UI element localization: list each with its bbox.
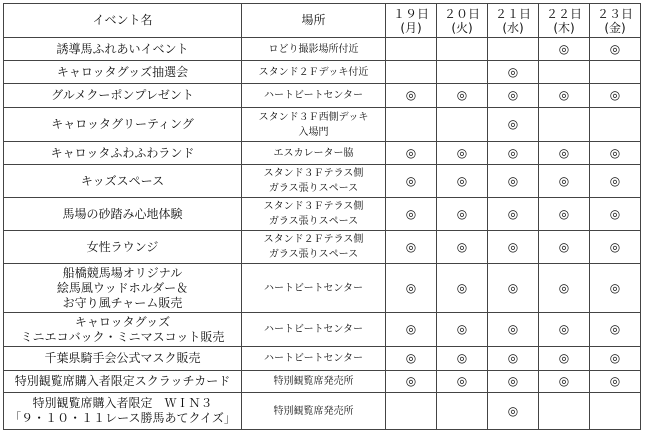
double-circle-mark: ◎ [609,374,621,388]
day-cell [590,393,641,430]
day-cell [488,108,539,142]
double-circle-mark: ◎ [609,280,621,295]
double-circle-mark: ◎ [609,173,621,188]
event-name-line: キャロッタグッズ [74,314,171,329]
day-cell [590,84,641,108]
header-day [386,4,437,38]
double-circle-mark: ◎ [558,351,570,365]
header-day-date: ２３日 [596,6,633,21]
place-line: ガラス張りスペース [268,183,359,194]
place-line: ハートビートセンター [264,90,363,101]
event-name-line: お守り風チャーム販売 [62,295,183,310]
day-cell [386,313,437,347]
header-day-date: ２１日 [494,6,531,21]
double-circle-mark: ◎ [558,173,570,188]
day-cell [488,393,539,430]
place-line: 入場門 [298,126,329,138]
place-cell [242,371,386,393]
event-name-line: キャロッタグリーティング [51,117,194,131]
day-cell [386,371,437,393]
place-cell [242,61,386,84]
day-cell [539,393,590,430]
header-day-weekday: (火) [451,20,473,35]
day-cell [437,142,488,165]
day-cell [386,393,437,430]
day-cell [386,198,437,231]
place-line: ロどり撮影場所付近 [268,43,359,55]
double-circle-mark: ◎ [507,403,519,418]
day-cell [437,38,488,61]
table-row [4,84,641,108]
double-circle-mark: ◎ [456,145,468,160]
day-cell [386,38,437,61]
day-cell [488,313,539,347]
day-cell [539,61,590,84]
schedule-body [4,38,641,430]
event-name-cell [4,165,242,198]
event-name-cell [4,264,242,313]
double-circle-mark: ◎ [456,206,468,221]
place-line: スタンド２Ｆデッキ付近 [258,66,369,78]
place-cell [242,108,386,142]
day-cell [539,313,590,347]
double-circle-mark: ◎ [558,280,570,295]
place-cell [242,313,386,347]
event-name-line: 特別観覧席購入者限定スクラッチカード [14,374,231,388]
day-cell [437,347,488,371]
double-circle-mark: ◎ [558,322,570,336]
event-name-line: ミニエコバック・ミニマスコット販売 [20,329,225,344]
double-circle-mark: ◎ [507,145,519,160]
place-cell [242,198,386,231]
place-line: スタンド３Ｆテラス側 [263,168,364,179]
day-cell [437,198,488,231]
day-cell [539,347,590,371]
day-cell [590,108,641,142]
table-row [4,198,641,231]
event-name-line: キャロッタグッズ抽選会 [56,64,189,79]
table-row [4,142,641,165]
table-row [4,347,641,371]
place-line: ハートビートセンター [264,353,363,364]
place-cell [242,38,386,61]
event-name-line: グルメクーポンプレゼント [51,88,194,102]
day-cell [437,231,488,264]
double-circle-mark: ◎ [609,239,621,254]
table-row [4,61,641,84]
table-row [4,393,641,430]
place-cell [242,165,386,198]
event-name-line: 絵馬風ウッドホルダー＆ [56,280,189,295]
double-circle-mark: ◎ [558,374,570,388]
event-name-line: 「９・１０・１１レース勝馬あてクイズ」 [9,411,236,425]
event-name-line: 馬場の砂踏み心地体験 [62,206,183,221]
double-circle-mark: ◎ [507,64,519,79]
event-name-cell [4,38,242,61]
day-cell [590,165,641,198]
day-cell [488,38,539,61]
event-name-line: 船橋競馬場オリジナル [62,265,183,280]
day-cell [386,84,437,108]
place-cell [242,84,386,108]
header-day-date: ２２日 [545,6,582,21]
day-cell [590,231,641,264]
event-name-cell [4,108,242,142]
double-circle-mark: ◎ [456,88,468,102]
place-line: ガラス張りスペース [268,249,359,260]
header-day-weekday: (金) [604,20,626,35]
day-cell [488,198,539,231]
double-circle-mark: ◎ [609,88,621,102]
place-line: ハートビートセンター [264,324,363,335]
day-cell [488,84,539,108]
double-circle-mark: ◎ [405,322,417,336]
place-cell [242,393,386,430]
event-name-cell [4,84,242,108]
table-row [4,38,641,61]
double-circle-mark: ◎ [558,88,570,102]
double-circle-mark: ◎ [507,351,519,365]
day-cell [539,38,590,61]
table-row [4,108,641,142]
table-row [4,231,641,264]
day-cell [539,142,590,165]
header-day [590,4,641,38]
double-circle-mark: ◎ [405,351,417,365]
place-line: 特別観覧席発売所 [273,405,354,417]
event-name-cell [4,198,242,231]
double-circle-mark: ◎ [507,374,519,388]
place-line: ハートビートセンター [264,282,363,294]
event-name-cell [4,61,242,84]
day-cell [539,165,590,198]
day-cell [539,108,590,142]
header-day-weekday: (月) [400,20,422,35]
header-place: 場所 [242,4,386,38]
event-name-cell [4,393,242,430]
day-cell [539,231,590,264]
double-circle-mark: ◎ [507,280,519,295]
double-circle-mark: ◎ [507,322,519,336]
double-circle-mark: ◎ [507,117,519,131]
double-circle-mark: ◎ [405,374,417,388]
place-line: スタンド２Ｆテラス側 [263,234,364,245]
event-name-cell [4,142,242,165]
day-cell [437,84,488,108]
double-circle-mark: ◎ [405,206,417,221]
event-name-cell [4,371,242,393]
event-name-line: 女性ラウンジ [86,239,159,254]
day-cell [437,393,488,430]
double-circle-mark: ◎ [609,322,621,336]
double-circle-mark: ◎ [609,145,621,160]
day-cell [539,371,590,393]
day-cell [488,142,539,165]
day-cell [488,371,539,393]
header-day [437,4,488,38]
double-circle-mark: ◎ [558,239,570,254]
event-name-cell [4,347,242,371]
double-circle-mark: ◎ [456,322,468,336]
day-cell [386,264,437,313]
place-line: ガラス張りスペース [268,216,359,227]
double-circle-mark: ◎ [405,280,417,295]
double-circle-mark: ◎ [456,173,468,188]
header-day-date: ２０日 [443,6,480,21]
double-circle-mark: ◎ [405,173,417,188]
double-circle-mark: ◎ [405,88,417,102]
event-name-cell [4,231,242,264]
day-cell [590,347,641,371]
day-cell [488,165,539,198]
place-line: スタンド３Ｆテラス側 [263,201,364,212]
day-cell [539,84,590,108]
double-circle-mark: ◎ [456,374,468,388]
day-cell [437,264,488,313]
event-name-cell [4,313,242,347]
day-cell [590,264,641,313]
day-cell [590,142,641,165]
day-cell [437,313,488,347]
day-cell [539,264,590,313]
place-line: 特別観覧席発売所 [273,376,354,387]
day-cell [386,165,437,198]
double-circle-mark: ◎ [558,41,570,56]
double-circle-mark: ◎ [507,206,519,221]
event-name-line: 特別観覧席購入者限定 ＷＩＮ３ [32,396,213,410]
header-day-weekday: (木) [553,20,575,35]
header-row [4,4,641,38]
day-cell [437,165,488,198]
day-cell [488,61,539,84]
day-cell [590,198,641,231]
double-circle-mark: ◎ [456,280,468,295]
day-cell [590,371,641,393]
day-cell [437,108,488,142]
place-line: スタンド３Ｆ西側デッキ [258,111,369,123]
day-cell [590,313,641,347]
header-day [488,4,539,38]
double-circle-mark: ◎ [558,206,570,221]
day-cell [590,61,641,84]
double-circle-mark: ◎ [405,145,417,160]
day-cell [386,142,437,165]
day-cell [386,108,437,142]
day-cell [539,198,590,231]
place-cell [242,264,386,313]
double-circle-mark: ◎ [609,206,621,221]
event-name-line: キャロッタふわふわランド [50,145,195,160]
double-circle-mark: ◎ [456,351,468,365]
double-circle-mark: ◎ [456,239,468,254]
event-name-line: キッズスペース [80,173,165,188]
header-day-weekday: (水) [502,20,524,35]
table-row [4,165,641,198]
double-circle-mark: ◎ [609,351,621,365]
double-circle-mark: ◎ [507,239,519,254]
event-schedule-table [3,3,641,430]
day-cell [386,61,437,84]
header-event-name: イベント名 [4,4,242,38]
place-cell [242,231,386,264]
double-circle-mark: ◎ [507,88,519,102]
day-cell [386,347,437,371]
day-cell [386,231,437,264]
double-circle-mark: ◎ [507,173,519,188]
day-cell [488,347,539,371]
header-day-date: １９日 [392,6,429,21]
table-row [4,371,641,393]
day-cell [437,61,488,84]
place-line: エスカレーター脇 [273,147,354,159]
double-circle-mark: ◎ [558,145,570,160]
day-cell [488,231,539,264]
header-day [539,4,590,38]
place-cell [242,142,386,165]
place-cell [242,347,386,371]
day-cell [437,371,488,393]
day-cell [590,38,641,61]
table-row [4,313,641,347]
day-cell [488,264,539,313]
event-name-line: 千葉県騎手会公式マスク販売 [44,351,201,365]
double-circle-mark: ◎ [609,41,621,56]
double-circle-mark: ◎ [405,239,417,254]
event-name-line: 誘導馬ふれあいイベント [56,41,189,56]
table-row [4,264,641,313]
